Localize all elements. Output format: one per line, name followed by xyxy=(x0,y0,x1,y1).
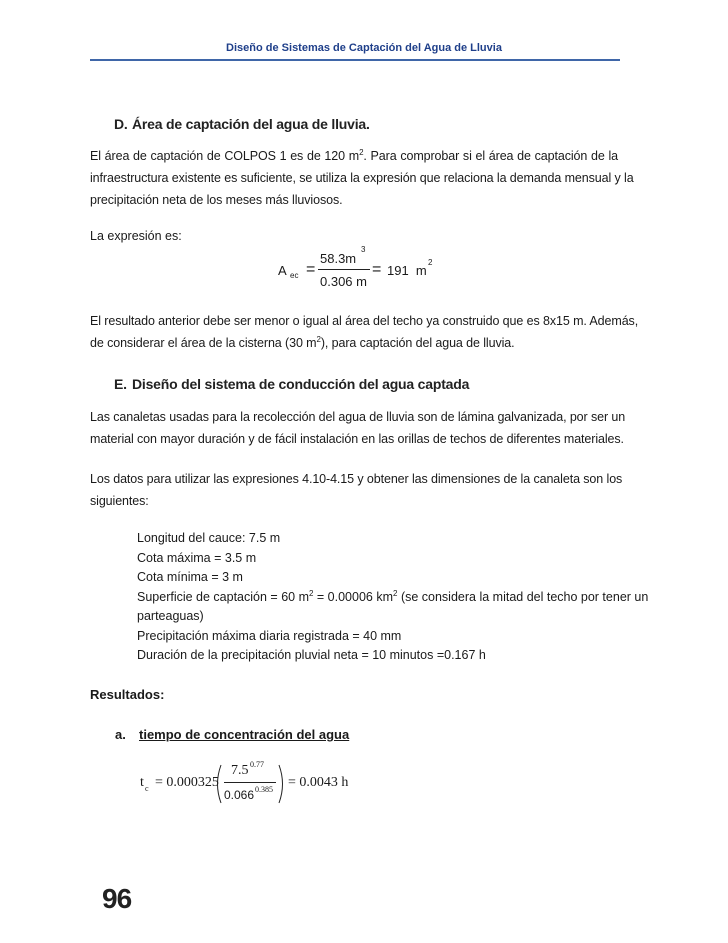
list-item: Longitud del cauce: 7.5 m xyxy=(137,531,281,545)
results-label: Resultados: xyxy=(90,687,165,702)
paragraph-line: Los datos para utilizar las expresiones 4.10-4.15 y obtener las dimensiones de la canaleta son los xyxy=(90,472,623,486)
paragraph-line: de considerar el área de la cisterna (30 $m^2$), para captación del agua de lluvia. xyxy=(90,334,515,350)
section-e-paragraph-1 xyxy=(90,406,626,450)
fraction-bar xyxy=(224,782,276,783)
section-d-letter: D. xyxy=(114,116,128,132)
eq-lhs: A xyxy=(278,263,287,278)
eq-result: 191 m xyxy=(387,263,427,278)
eq-equals: = xyxy=(372,261,382,278)
area-equation xyxy=(278,245,458,298)
eq2-denominator: 0.066 xyxy=(224,788,255,802)
eq2-result: = 0.0043 h xyxy=(288,775,349,790)
eq2-coefficient: = 0.000325 xyxy=(155,775,219,790)
eq-lhs-subscript: ec xyxy=(290,271,299,280)
section-e-letter: E. xyxy=(114,376,127,392)
item-a-heading xyxy=(115,727,349,742)
right-paren xyxy=(277,764,287,804)
eq2-numerator-exponent: 0.77 xyxy=(250,760,264,769)
list-item: parteaguas) xyxy=(137,609,204,623)
fraction-bar xyxy=(318,269,370,270)
paragraph-line: precipitación neta de los meses más lluviosos. xyxy=(90,193,343,207)
eq2-denominator-exponent: 0.385 xyxy=(255,785,273,794)
paragraph-line: El resultado anterior debe ser menor o igual al área del techo ya construido que es 8x15 m. Además, xyxy=(90,314,639,328)
paragraph-line: infraestructura existente es suficiente, se utiliza la expresión que relaciona la demanda mensual y la xyxy=(90,171,634,185)
section-d-result-paragraph xyxy=(90,310,639,354)
eq-equals: = xyxy=(306,261,316,278)
section-d-title: Área de captación del agua de lluvia. xyxy=(132,116,370,132)
running-header: Diseño de Sistemas de Captación del Agua de Lluvia xyxy=(226,42,502,54)
list-item: Superficie de captación = 60 $m^2 = 0.00006$ $km^2$ (se considera la mitad del techo por tener un xyxy=(137,588,649,604)
eq-numerator-exponent: 3 xyxy=(361,245,366,254)
list-item: Duración de la precipitación pluvial neta = 10 minutos =0.167 h xyxy=(137,648,486,662)
expression-label: La expresión es: xyxy=(90,229,182,243)
section-d-paragraph xyxy=(90,145,634,211)
page-number: 96 xyxy=(102,883,132,914)
list-item: Cota mínima = 3 m xyxy=(137,570,243,584)
section-e-heading xyxy=(114,376,469,392)
section-e-title: Diseño del sistema de conducción del agua captada xyxy=(132,376,470,392)
item-a-title: tiempo de concentración del agua xyxy=(139,727,350,742)
left-paren xyxy=(213,764,223,804)
data-list xyxy=(137,529,648,666)
paragraph-line: material con mayor duración y de fácil instalación en las orillas de techos de diferentes materiales. xyxy=(90,432,624,446)
concentration-time-equation xyxy=(140,762,380,810)
paragraph-line: Las canaletas usadas para la recolección del agua de lluvia son de lámina galvanizada, por ser un xyxy=(90,410,626,424)
header-rule xyxy=(90,59,620,61)
eq-result-exponent: 2 xyxy=(428,258,433,267)
section-d-heading xyxy=(114,116,370,132)
list-item: Precipitación máxima diaria registrada = 40 mm xyxy=(137,628,402,643)
eq-numerator: 58.3m xyxy=(320,251,357,266)
item-a-letter: a. xyxy=(115,727,126,742)
eq2-numerator: 7.5 xyxy=(231,763,249,778)
paragraph-line: siguientes: xyxy=(90,494,149,508)
eq2-lhs-subscript: c xyxy=(145,784,149,793)
section-e-paragraph-2 xyxy=(90,468,623,512)
list-item: Cota máxima = 3.5 m xyxy=(137,550,257,565)
eq2-lhs: t xyxy=(140,775,144,790)
paragraph-line: El área de captación de COLPOS 1 es de 120 $m^2$. Para comprobar si el área de captación de la xyxy=(90,147,618,163)
eq-denominator: 0.306 m xyxy=(320,274,367,289)
